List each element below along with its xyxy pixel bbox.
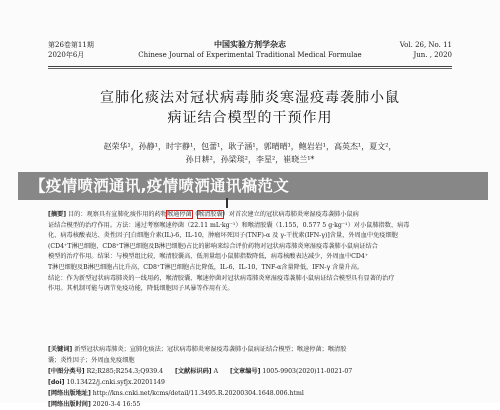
journal-name-cn: 中国实验方剂学杂志 [214, 40, 286, 49]
issue-info-en [400, 40, 452, 60]
classification-row [48, 366, 456, 377]
abstract-text: ）对首次建立的冠状病毒肺炎寒湿疫毒袭肺小鼠病 [222, 211, 359, 218]
abstract-text: （ [191, 211, 198, 218]
online-time-row [48, 399, 456, 410]
doc-code-value: A [213, 368, 219, 375]
online-address-value: http://kns.cnki.net/kcms/detail/11.3495.R.20200304.1648.006.html [92, 390, 304, 397]
article-number-label: [文章编号] [230, 368, 261, 375]
abstract-line: T淋巴细胞及B淋巴细胞占比升高，CD8⁺T淋巴细胞占比降低，IL-6，IL-10，TNF-α含量降低，IFN-γ 含量升高。 [48, 263, 364, 271]
date-cn: 2020年6月 [48, 51, 85, 59]
article-metadata [48, 344, 456, 410]
keywords-text: 新型冠状病毒肺炎；宣肺化痰法；冠状病毒肺炎寒湿疫毒袭肺小鼠病证结合模型；喉速停菌；喉清胶 [74, 346, 347, 353]
clc-label: [中图分类号] [48, 368, 85, 375]
journal-name [48, 40, 452, 60]
journal-header [48, 40, 452, 64]
overlay-mark [226, 198, 228, 208]
doi-row [48, 377, 456, 388]
doi-label: [doi] [48, 379, 65, 386]
volume-issue-cn: 第26卷第11期 [48, 41, 94, 49]
doc-code-label: [文献标识码] [175, 368, 212, 375]
keywords-cont: 囊；炎性因子；外周血免疫细胞 [48, 357, 135, 364]
overlay-banner-text: 【疫情喷洒通讯,疫情喷洒通讯稿范文 [30, 177, 289, 195]
keywords [48, 344, 456, 355]
article-number-value: 1005-9903(2020)11-0021-07 [262, 368, 353, 375]
title-line-1: 宣肺化痰法对冠状病毒肺炎寒湿疫毒袭肺小鼠 [100, 90, 400, 106]
author-list [50, 140, 450, 166]
abstract-line: 作用。其机制可能与调节免疫功能，降低细胞因子风暴等作用有关。 [48, 285, 234, 293]
highlight-drug-2: 喉清胶囊 [197, 211, 223, 218]
clc-value: R2;R285;R254.3;Q939.4 [86, 368, 164, 375]
abstract-line: 证结合模型的治疗作用。方法：通过考察喉速停菌（22.11 mL·kg⁻¹）和喉清胶囊（1.155，0.577 5 g·kg⁻¹）对小鼠肺指数、病毒 [48, 221, 410, 229]
header-rule-thin [48, 68, 452, 69]
journal-name-en: Chinese Journal of Experimental Traditional Medical Formulae [138, 51, 362, 59]
abstract-line: 化、病毒核酸表达、炎性因子[白细胞介素(IL)-6，IL-10，肿瘤坏死因子(TNF)-α 及 γ-干扰素(IFN-γ)]含量，外周血中免疫细胞 [48, 232, 398, 240]
title-line-2: 病证结合模型的干预作用 [167, 110, 333, 126]
online-time-label: [网络出版时间] [48, 401, 91, 408]
abstract-text: 目的：观察具有宣肺化痰作用的药物 [68, 211, 167, 218]
highlight-drug-1: 喉通停菌 [167, 211, 192, 218]
abstract-line: (CD4⁺T淋巴细胞，CD8⁺T淋巴细胞及B淋巴细胞)占比的影响来综合评价药物对冠状病毒肺炎寒湿疫毒袭肺小鼠病证结合 [48, 242, 378, 250]
abstract-line: 模型的治疗作用。结果：与模型组比较，喉清胶囊高、低剂量组小鼠肺指数降低，病毒核酸表达减少，外周血中CD4⁺ [48, 253, 369, 261]
online-address-label: [网络出版地址] [48, 390, 91, 397]
abstract-label: [摘要] [48, 211, 67, 218]
online-address-row [48, 388, 456, 399]
article-title [40, 88, 460, 128]
keywords-label: [关键词] [48, 346, 73, 353]
abstract [48, 210, 456, 295]
authors-line-1: 赵荣华¹，孙静¹，时宇静¹，包蕾¹，耿子涵¹，郭晴晴¹，鲍岩岩¹，高英杰¹，夏文²， [103, 142, 397, 151]
header-rule-thick [48, 66, 452, 67]
volume-issue-en: Vol. 26, No. 11 [399, 41, 452, 49]
doi-value: 10.13422/j.cnki.syfjx.20201149 [66, 379, 165, 386]
authors-line-2: 孙日耕²，孙梁琰²，李星²，崔晓兰¹* [185, 155, 315, 164]
online-time-value: 2020-3-4 16:55 [92, 401, 141, 408]
abstract-line: 结论：作为新型冠状病毒肺炎的一线用药，喉清胶囊、喉速停菌对冠状病毒肺炎寒湿疫毒袭肺小鼠病证结合模型具有显著的治疗 [48, 274, 395, 282]
date-en: Jun. , 2020 [413, 51, 452, 59]
